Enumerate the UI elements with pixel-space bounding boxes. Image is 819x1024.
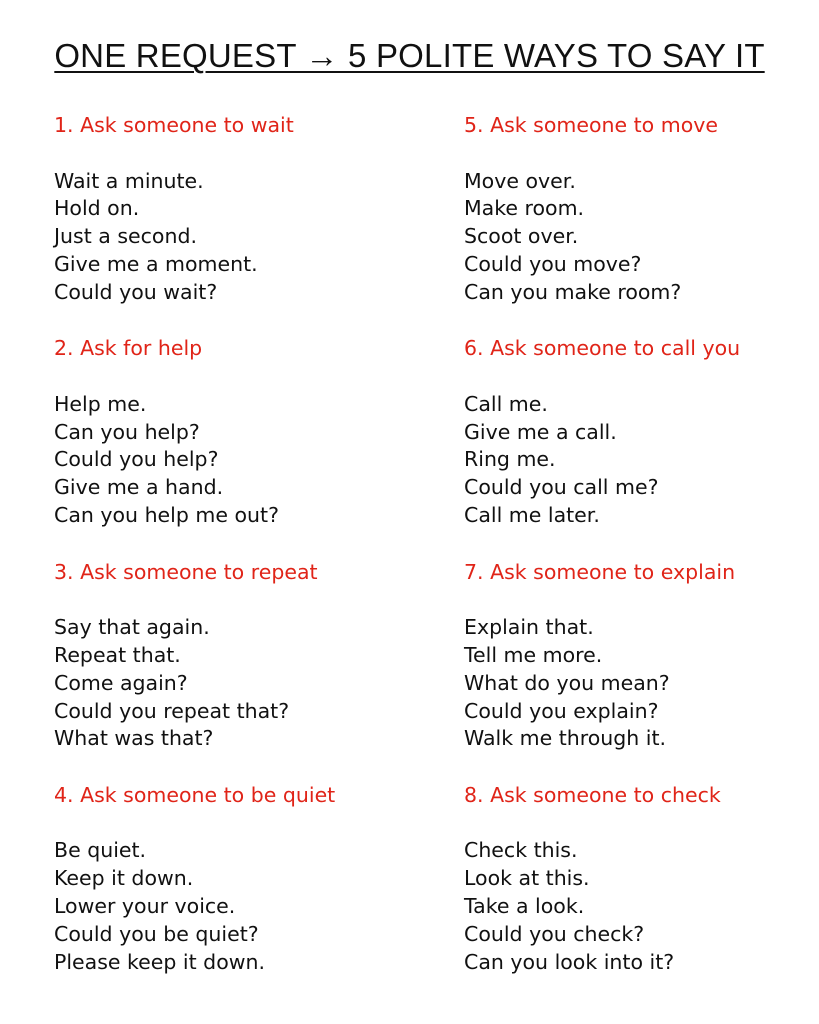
section-heading: 3. Ask someone to repeat <box>54 559 318 584</box>
phrase: Give me a moment. <box>54 251 258 276</box>
phrase: Could you help? <box>54 447 219 472</box>
phrase: Wait a minute. <box>54 168 204 193</box>
phrase: Lower your voice. <box>54 894 236 919</box>
phrase: Could you wait? <box>54 279 218 304</box>
phrase: Help me. <box>54 391 147 416</box>
phrase: What was that? <box>54 726 214 751</box>
right-column <box>464 112 819 1005</box>
phrase: Give me a call. <box>464 419 617 444</box>
phrase: Say that again. <box>54 615 210 640</box>
phrase: Call me. <box>464 391 548 416</box>
left-column <box>54 112 414 1005</box>
section-heading: 7. Ask someone to explain <box>464 559 736 584</box>
phrase: Look at this. <box>464 866 590 891</box>
section-heading: 5. Ask someone to move <box>464 113 718 137</box>
phrase: Please keep it down. <box>54 949 266 974</box>
section-4 <box>54 782 414 1005</box>
phrase: Can you help me out? <box>54 503 279 528</box>
phrase: Could you call me? <box>464 475 659 500</box>
section-heading: 4. Ask someone to be quiet <box>54 782 336 807</box>
phrase: Check this. <box>464 838 578 863</box>
section-6 <box>464 335 819 558</box>
page-title: ONE REQUEST → 5 POLITE WAYS TO SAY IT <box>54 37 765 74</box>
phrase: Ring me. <box>464 447 556 472</box>
phrase: Tell me more. <box>464 642 603 667</box>
phrase: Scoot over. <box>464 224 579 249</box>
section-7 <box>464 559 819 782</box>
section-heading: 1. Ask someone to wait <box>54 113 294 137</box>
phrase: Can you help? <box>54 419 200 444</box>
phrase: Could you move? <box>464 251 642 276</box>
phrase: Can you make room? <box>464 279 682 304</box>
section-5 <box>464 112 819 335</box>
phrase: Take a look. <box>464 894 585 919</box>
phrase: Hold on. <box>54 196 140 221</box>
phrase: Call me later. <box>464 503 600 528</box>
phrase: What do you mean? <box>464 670 670 695</box>
phrase: Could you explain? <box>464 698 659 723</box>
section-heading: 6. Ask someone to call you <box>464 336 741 361</box>
phrase: Walk me through it. <box>464 726 667 751</box>
phrase: Just a second. <box>54 224 197 249</box>
phrase: Can you look into it? <box>464 949 675 974</box>
section-2 <box>54 335 414 558</box>
section-3 <box>54 559 414 782</box>
phrase: Be quiet. <box>54 838 147 863</box>
phrase: Give me a hand. <box>54 475 224 500</box>
phrase: Could you check? <box>464 921 645 946</box>
phrase: Explain that. <box>464 615 594 640</box>
phrase: Could you be quiet? <box>54 921 259 946</box>
section-heading: 8. Ask someone to check <box>464 782 721 807</box>
phrase: Move over. <box>464 168 576 193</box>
phrase: Could you repeat that? <box>54 698 290 723</box>
section-8 <box>464 782 819 1005</box>
phrase: Keep it down. <box>54 866 194 891</box>
section-heading: 2. Ask for help <box>54 336 203 361</box>
phrase: Repeat that. <box>54 642 181 667</box>
section-1 <box>54 112 414 335</box>
phrase: Make room. <box>464 196 585 221</box>
phrase: Come again? <box>54 670 188 695</box>
